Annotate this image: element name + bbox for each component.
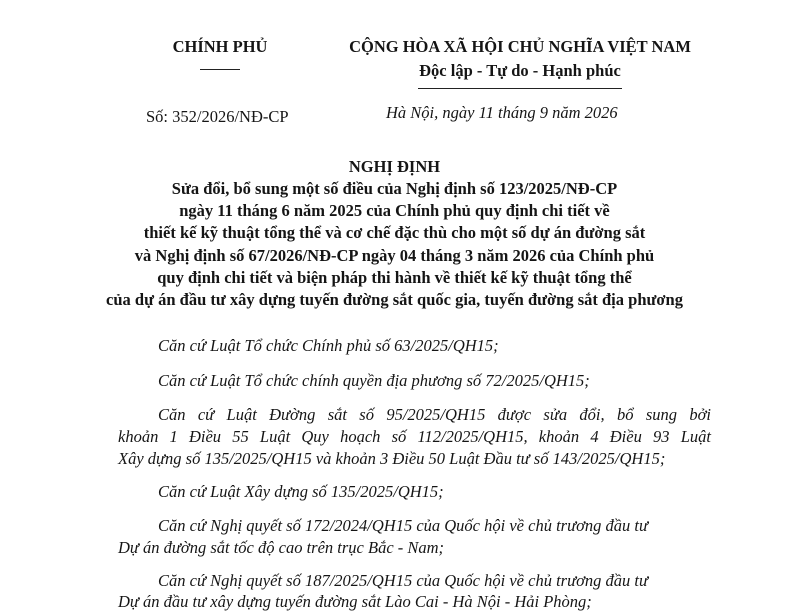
basis-line: Dự án đường sắt tốc độ cao trên trục Bắc - Nam; [118, 538, 445, 557]
basis-line: Căn cứ Luật Tổ chức chính quyền địa phương số 72/2025/QH15; [158, 371, 590, 390]
document-type: NGHỊ ĐỊNH [348, 157, 441, 176]
national-motto: Độc lập - Tự do - Hạnh phúc [419, 61, 621, 80]
subject-line: quy định chi tiết và biện pháp thi hành về thiết kế kỹ thuật tổng thể [157, 267, 632, 287]
basis-line: Dự án đầu tư xây dựng tuyến đường sắt Lào Cai - Hà Nội - Hải Phòng; [118, 592, 592, 611]
basis-line: Căn cứ Luật Đường sắt số 95/2025/QH15 được sửa đổi, bổ sung bởi [158, 405, 711, 424]
document-subject [0, 178, 789, 311]
national-title: CỘNG HÒA XÃ HỘI CHỦ NGHĨA VIỆT NAM [349, 37, 691, 56]
subject-line: thiết kế kỹ thuật tổng thể và cơ chế đặc thù cho một số dự án đường sắt [143, 223, 646, 243]
subject-line: và Nghị định số 67/2026/NĐ-CP ngày 04 tháng 3 năm 2026 của Chính phủ [134, 245, 655, 265]
basis-line: Căn cứ Luật Tổ chức Chính phủ số 63/2025/QH15; [158, 336, 499, 355]
subject-line: ngày 11 tháng 6 năm 2025 của Chính phủ quy định chi tiết về [179, 201, 610, 221]
motto-underline [418, 88, 622, 89]
place-and-date: Hà Nội, ngày 11 tháng 9 năm 2026 [386, 103, 618, 122]
subject-line: Sửa đổi, bổ sung một số điều của Nghị định số 123/2025/NĐ-CP [171, 179, 618, 198]
issuer-underline [200, 69, 240, 70]
basis-line: Căn cứ Nghị quyết số 172/2024/QH15 của Quốc hội về chủ trương đầu tư [158, 516, 648, 535]
basis-line: Xây dựng số 135/2025/QH15 và khoản 3 Điều 50 Luật Đầu tư số 143/2025/QH15; [118, 449, 666, 468]
basis-line: khoản 1 Điều 55 Luật Quy hoạch số 112/2025/QH15, khoản 4 Điều 93 Luật [118, 427, 711, 446]
basis-line: Căn cứ Luật Xây dựng số 135/2025/QH15; [158, 482, 444, 501]
document-number: Số: 352/2026/NĐ-CP [146, 107, 289, 126]
basis-line: Căn cứ Nghị quyết số 187/2025/QH15 của Quốc hội về chủ trương đầu tư [158, 571, 648, 590]
subject-line: của dự án đầu tư xây dựng tuyến đường sắt quốc gia, tuyến đường sắt địa phương [106, 290, 683, 310]
issuer-name: CHÍNH PHỦ [172, 37, 268, 56]
